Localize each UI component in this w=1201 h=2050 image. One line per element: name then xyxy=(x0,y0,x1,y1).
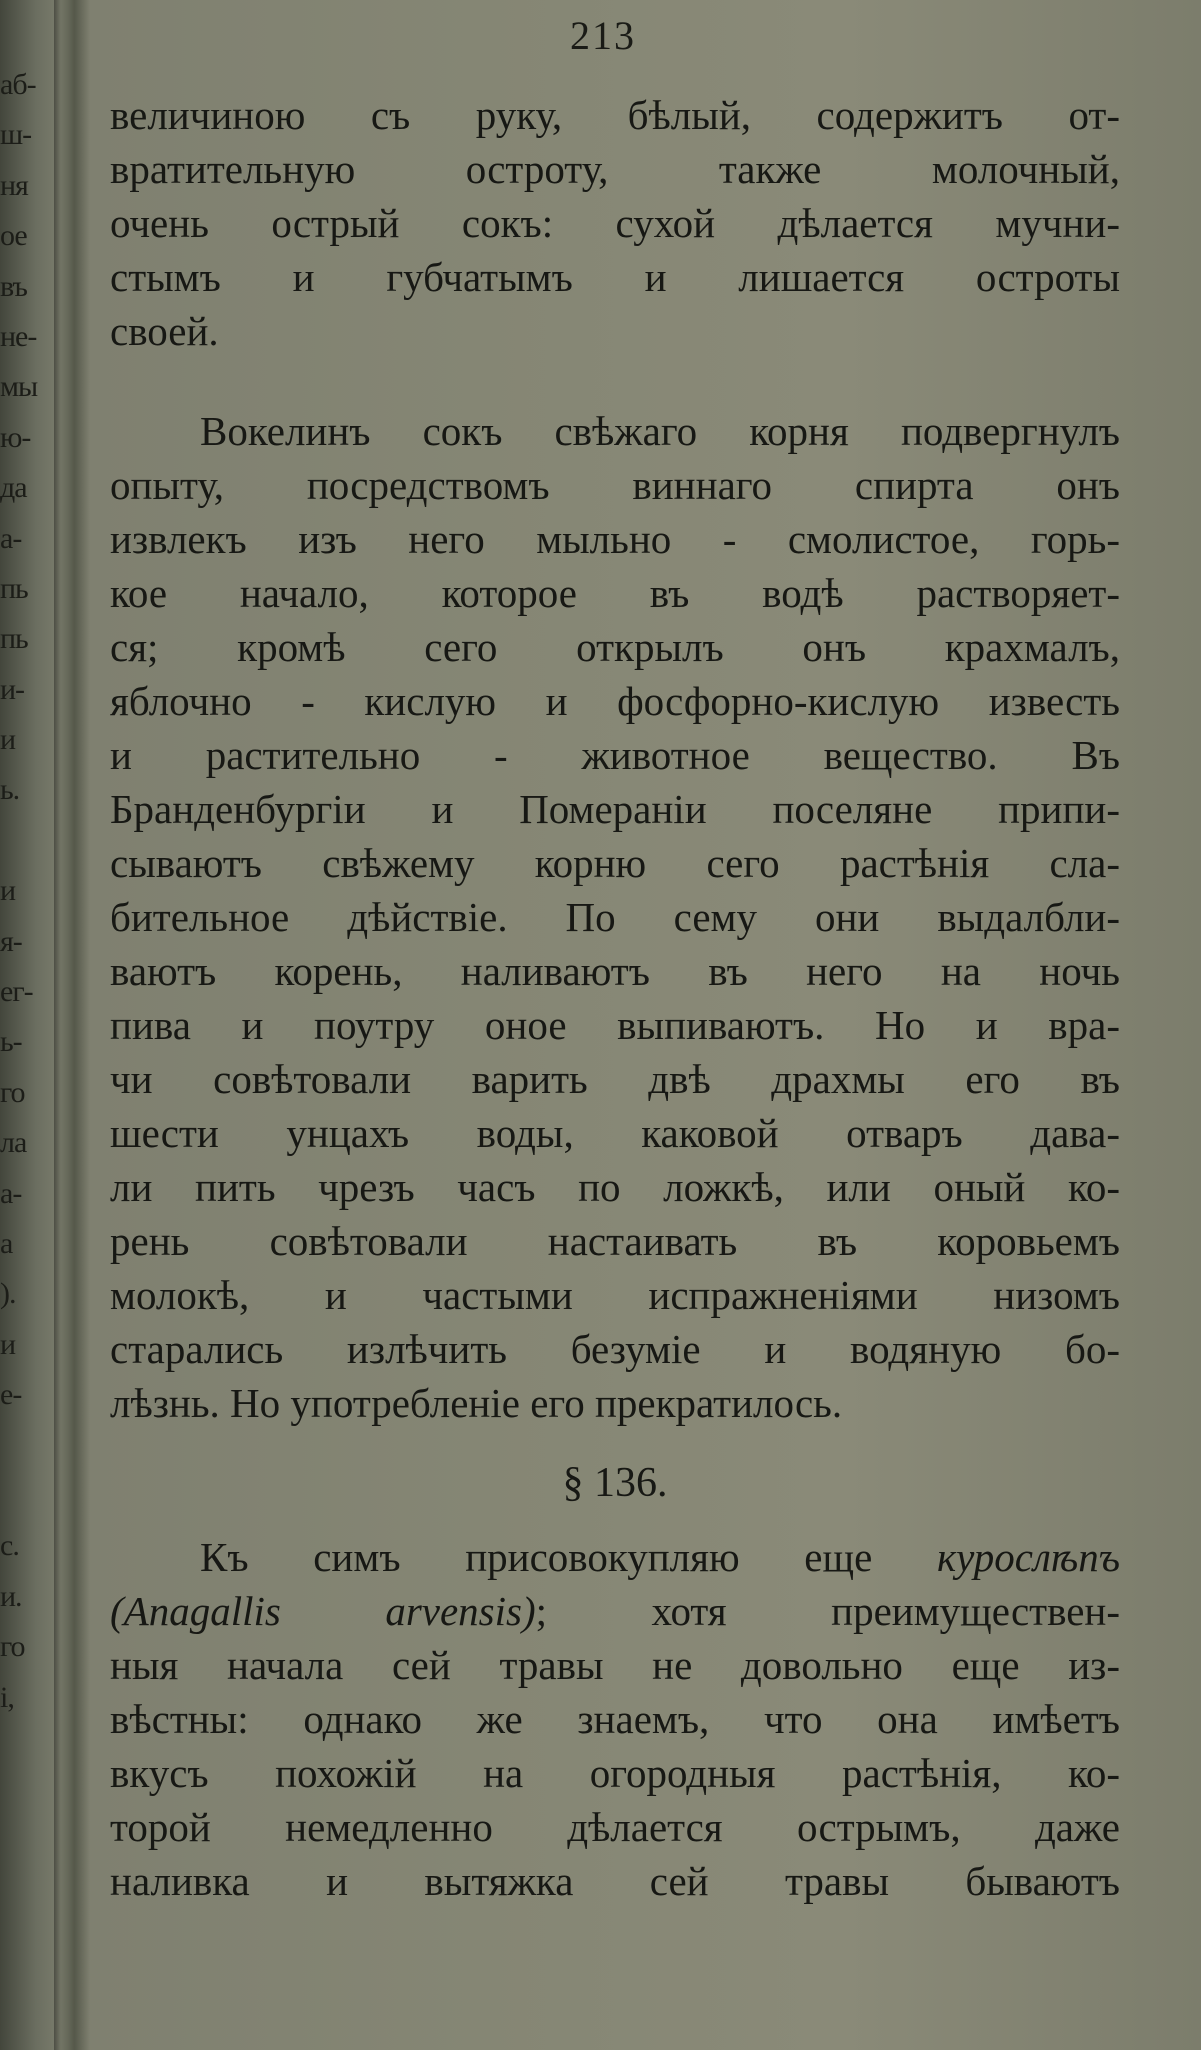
italic-term: курослѣпъ xyxy=(936,1534,1120,1580)
text-line xyxy=(110,1530,1120,1584)
text-line: старались излѣчить безуміе и водяную бо- xyxy=(110,1326,1120,1372)
text-line: вратительную остроту, также молочный, xyxy=(110,146,1120,192)
gutter-fragment: и xyxy=(0,723,16,757)
text-line: ли пить чрезъ часъ по ложкѣ, или оный ко- xyxy=(110,1164,1120,1210)
gutter-fragment: и. xyxy=(0,1579,22,1613)
text-run: Къ симъ присовокупляю еще xyxy=(200,1534,937,1580)
gutter-fragment: мы xyxy=(0,370,38,404)
text-line: молокѣ, и частыми испражненіями низомъ xyxy=(110,1272,1120,1318)
gutter-fragment: ла xyxy=(0,1126,27,1160)
gutter-fragment: я- xyxy=(0,924,22,958)
paragraph-3 xyxy=(110,1530,1120,1908)
gutter-fragment xyxy=(0,816,60,866)
text-line: наливка и вытяжка сей травы бываютъ xyxy=(110,1858,1120,1904)
gutter-fragment: ь- xyxy=(0,1025,22,1059)
paragraph-2 xyxy=(110,404,1120,1430)
text-line: рень совѣтовали настаивать въ коровьемъ xyxy=(110,1218,1120,1264)
gutter-fragment: а xyxy=(0,1226,13,1260)
text-line: чи совѣтовали варить двѣ драхмы его въ xyxy=(110,1056,1120,1102)
gutter-fragment: въ xyxy=(0,269,27,303)
text-line: вѣстны: однако же знаемъ, что она имѣетъ xyxy=(110,1696,1120,1742)
gutter-fragment: и xyxy=(0,1327,16,1361)
gutter-fragment xyxy=(0,1471,60,1521)
gutter-fragment: ). xyxy=(0,1277,16,1311)
text-line: торой немедленно дѣлается острымъ, даже xyxy=(110,1804,1120,1850)
text-line: ся; кромѣ сего открылъ онъ крахмалъ, xyxy=(110,624,1120,670)
text-line: извлекъ изъ него мыльно - смолистое, горь- xyxy=(110,516,1120,562)
gutter-fragment: и xyxy=(0,874,16,908)
gutter-fragment: го xyxy=(0,1075,25,1109)
text-line: и растительно - животное вещество. Въ xyxy=(110,732,1120,778)
section-heading: § 136. xyxy=(562,1460,668,1506)
text-line: Вокелинъ сокъ свѣжаго корня подвергнулъ xyxy=(200,408,1120,454)
text-line: величиною съ руку, бѣлый, содержитъ от- xyxy=(110,92,1120,138)
text-line: яблочно - кислую и фосфорно-кислую известь xyxy=(110,678,1120,724)
gutter-fragment: пь xyxy=(0,622,28,656)
text-line: кое начало, которое въ водѣ растворяет- xyxy=(110,570,1120,616)
text-line: опыту, посредствомъ виннаго спирта онъ xyxy=(110,462,1120,508)
gutter-fragment: да xyxy=(0,471,27,505)
text-line: своей. xyxy=(110,308,219,354)
gutter-fragment: с. xyxy=(0,1529,19,1563)
gutter-fragment xyxy=(0,1421,60,1471)
latin-name: (Anagallis arvensis) xyxy=(110,1588,536,1634)
gutter-fragment: ш- xyxy=(0,118,32,152)
gutter-fragment: го xyxy=(0,1630,25,1664)
text-line: очень острый сокъ: сухой дѣлается мучни- xyxy=(110,200,1120,246)
text-line: сываютъ свѣжему корню сего растѣнія сла- xyxy=(110,840,1120,886)
text-line: вкусъ похожій на огородныя растѣнія, ко- xyxy=(110,1750,1120,1796)
page-number: 213 xyxy=(570,13,636,58)
text-line: стымъ и губчатымъ и лишается остроты xyxy=(110,254,1120,300)
gutter-fragment: ь. xyxy=(0,773,20,807)
gutter-fragment: ю- xyxy=(0,420,31,454)
text-line: лѣзнь. Но употребленіе его прекратилось. xyxy=(110,1380,843,1426)
gutter-fragment: не- xyxy=(0,319,37,353)
gutter-fragment: аб- xyxy=(0,68,36,101)
gutter-fragment: ег- xyxy=(0,975,33,1009)
gutter-fragment: ня xyxy=(0,168,28,202)
book-fold-shadow xyxy=(54,0,68,2050)
text-line: шести унцахъ воды, каковой отваръ дава- xyxy=(110,1110,1120,1156)
gutter-fragment: ое xyxy=(0,219,27,253)
gutter-fragment: а- xyxy=(0,1176,22,1210)
text-line: ваютъ корень, наливаютъ въ него на ночь xyxy=(110,948,1120,994)
text-line xyxy=(110,1584,1120,1638)
text-run: ; хотя преимуществен- xyxy=(535,1588,1120,1634)
gutter-fragment: а- xyxy=(0,521,22,555)
gutter-fragment: і, xyxy=(0,1680,14,1714)
text-line: Бранденбургіи и Помераніи поселяне припи- xyxy=(110,786,1120,832)
text-line: ныя начала сей травы не довольно еще из- xyxy=(110,1642,1120,1688)
gutter-fragment: е- xyxy=(0,1378,22,1412)
text-line: пива и поутру оное выпиваютъ. Но и вра- xyxy=(110,1002,1120,1048)
page-body xyxy=(110,88,1120,1908)
gutter-fragment: пь xyxy=(0,571,28,605)
facing-page-edge xyxy=(0,60,60,1714)
gutter-fragment: и- xyxy=(0,672,25,706)
text-line: бительное дѣйствіе. По сему они выдалбли- xyxy=(110,894,1120,940)
paragraph-1 xyxy=(110,88,1120,358)
